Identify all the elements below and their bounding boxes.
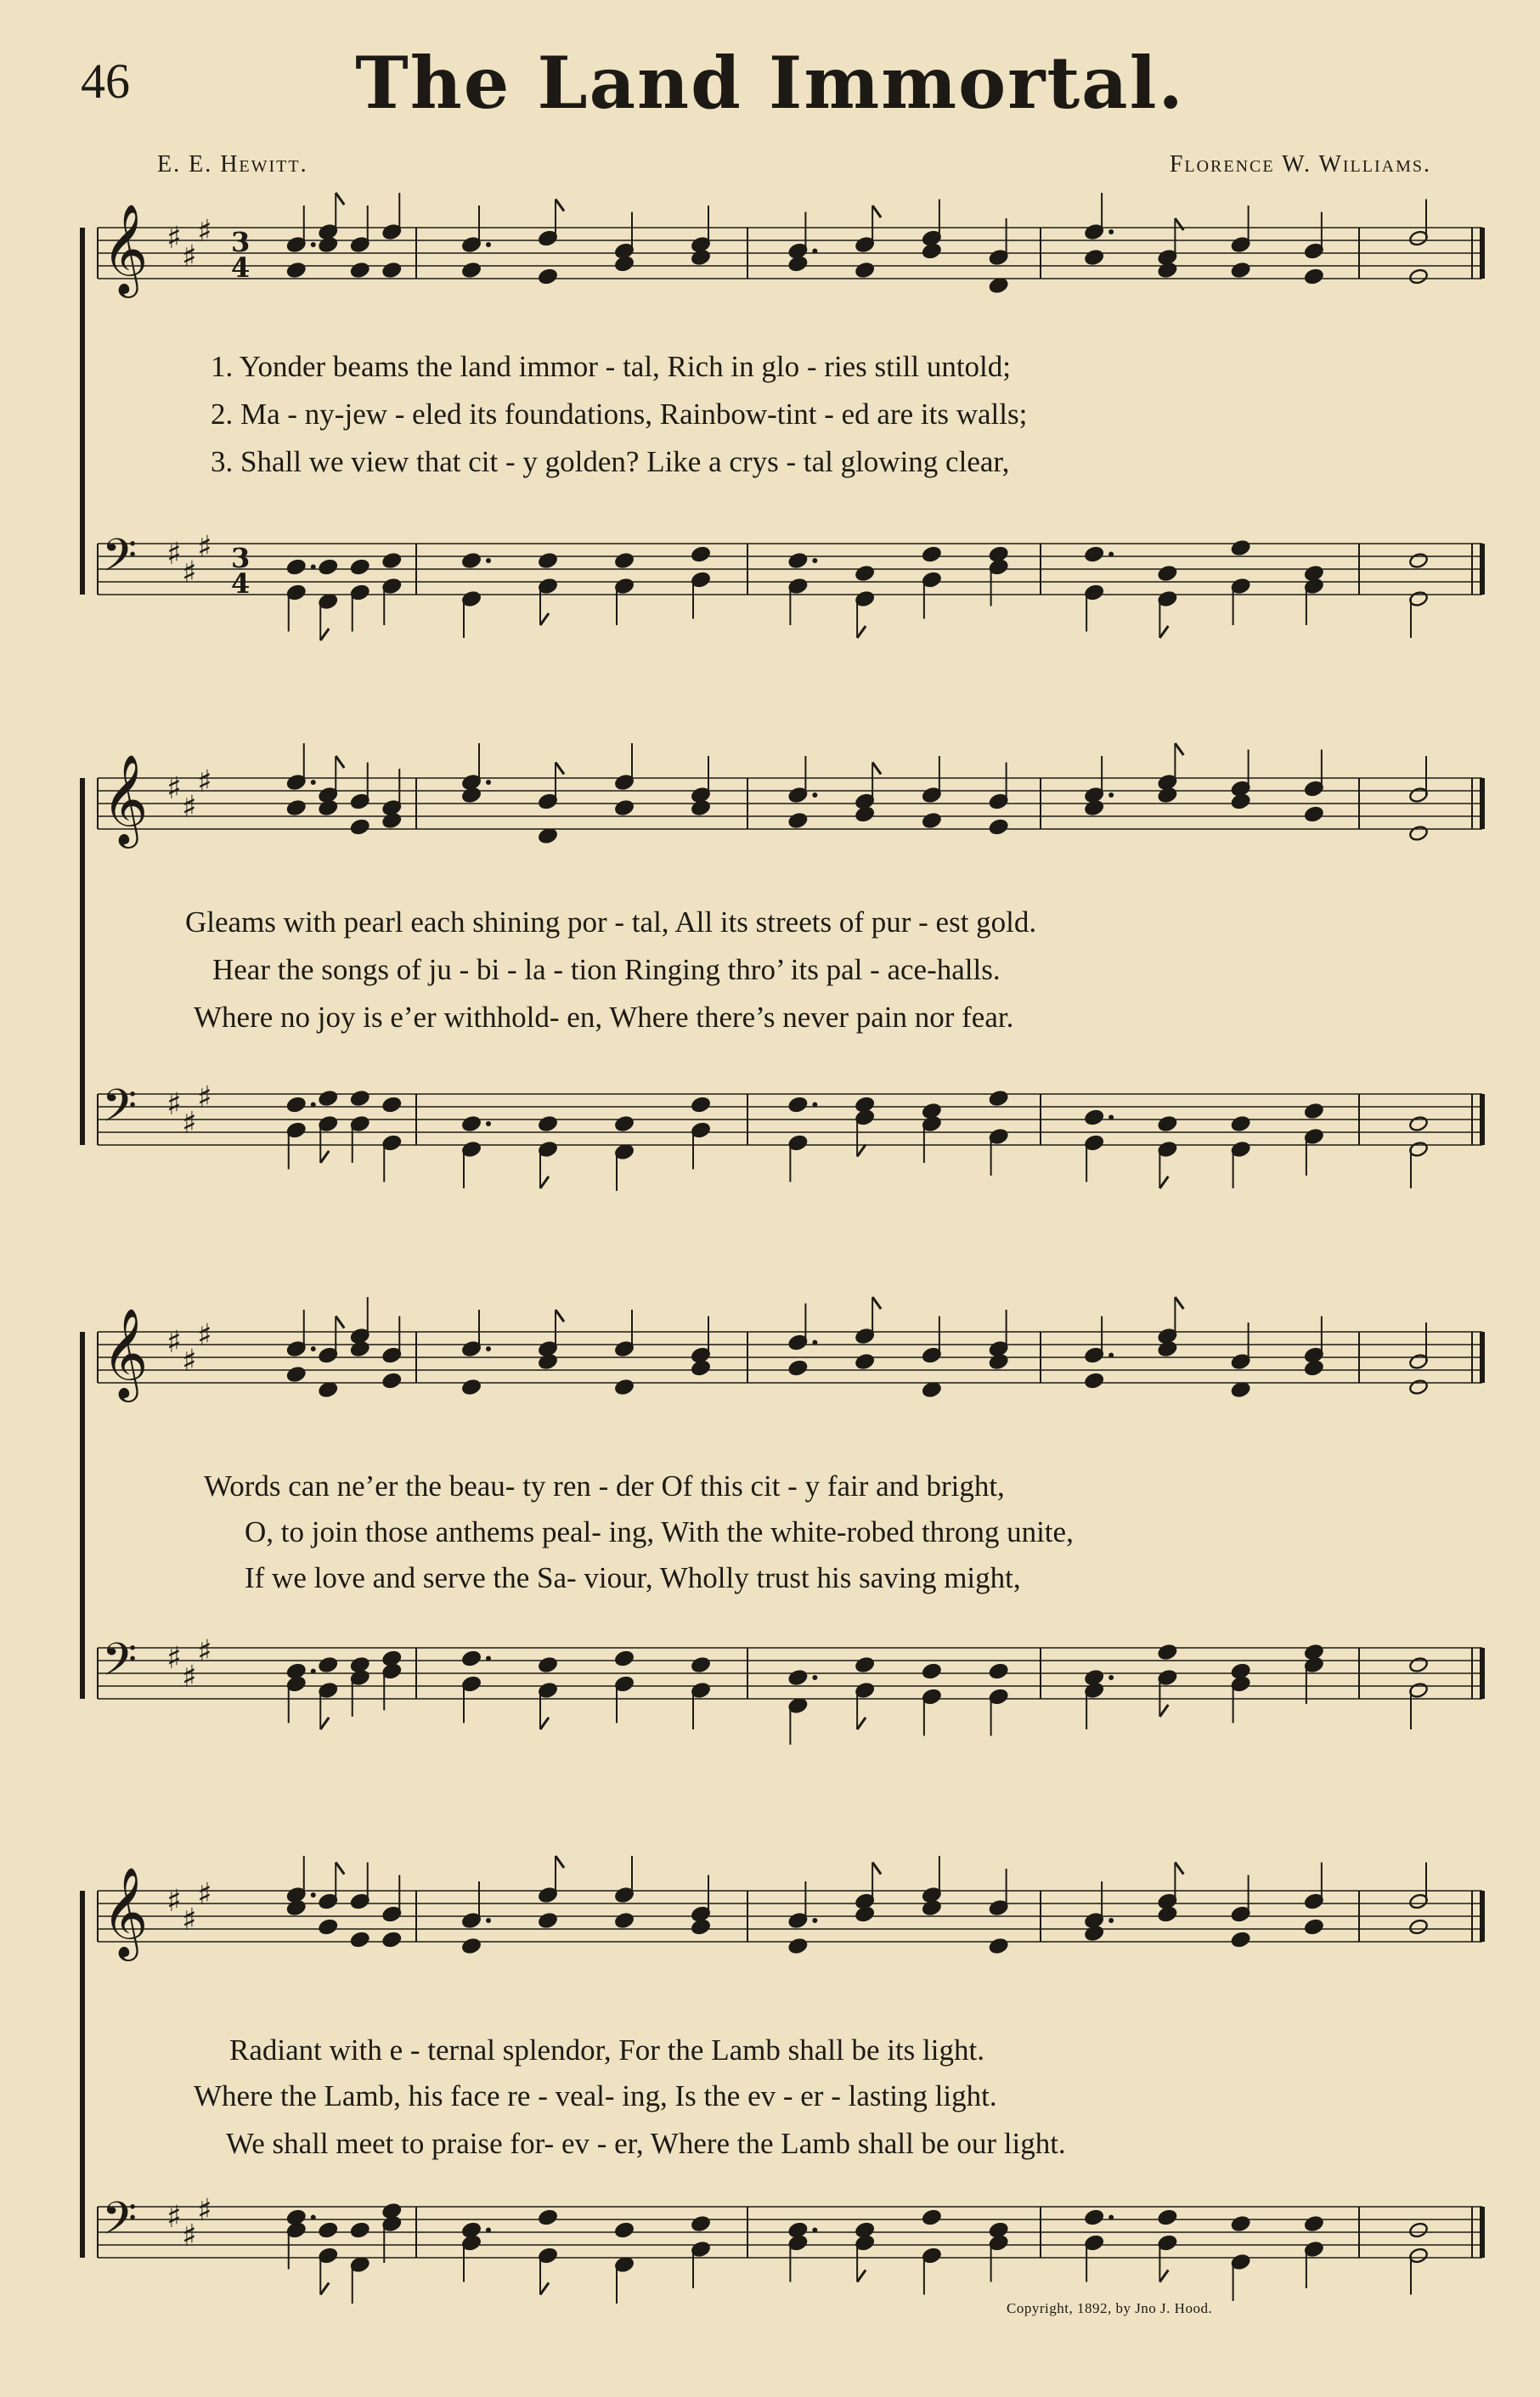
note-head xyxy=(1084,249,1104,266)
note-head xyxy=(286,559,307,576)
music-staves xyxy=(0,1867,1540,2377)
dot xyxy=(486,1121,491,1126)
note-head xyxy=(922,1663,942,1680)
note-head xyxy=(318,1919,338,1936)
dot xyxy=(486,1346,491,1351)
note-head xyxy=(614,2222,635,2239)
dot xyxy=(812,249,817,254)
copyright-notice: Copyright, 1892, by Jno J. Hood. xyxy=(1007,2300,1213,2316)
note-head xyxy=(538,1912,558,1929)
dot xyxy=(311,1892,316,1898)
note-head xyxy=(691,1097,711,1114)
treble-staff xyxy=(98,1856,1482,1961)
dot xyxy=(1108,792,1114,798)
note-head xyxy=(788,812,809,829)
lyric-line-verse-3: If we love and serve the Sa- viour, Wholly trust his saving might, xyxy=(245,1561,1021,1594)
note-head xyxy=(350,559,370,576)
page-number: 46 xyxy=(81,54,130,109)
note-head xyxy=(538,268,558,285)
note-head xyxy=(1408,825,1429,842)
bass-clef-icon: 𝄢 xyxy=(102,530,138,593)
note-head xyxy=(922,1899,942,1916)
note-head xyxy=(1304,1919,1324,1936)
note-head xyxy=(461,1937,482,1954)
note-head xyxy=(350,2222,370,2239)
hymn-title: The Land Immortal. xyxy=(355,41,1185,125)
note-head xyxy=(1304,2215,1324,2232)
note-head xyxy=(538,552,558,569)
note-head xyxy=(855,1353,875,1370)
note-head xyxy=(614,1912,635,1929)
note-head xyxy=(286,262,307,279)
note-head xyxy=(989,1353,1009,1370)
dot xyxy=(812,1675,817,1680)
note-head xyxy=(788,552,809,569)
note-head xyxy=(318,1381,338,1398)
bass-staff xyxy=(98,1080,1482,1191)
note-head xyxy=(381,1373,402,1390)
sharp-icon: ♯ xyxy=(166,771,182,806)
note-head xyxy=(922,812,942,829)
note-head xyxy=(286,799,307,816)
sharp-icon: ♯ xyxy=(197,1634,212,1669)
note-head xyxy=(1158,2209,1178,2226)
note-head xyxy=(922,1381,942,1398)
note-head xyxy=(1084,546,1104,563)
note-head xyxy=(1084,1925,1104,1942)
note-head xyxy=(286,1366,307,1383)
sharp-icon: ♯ xyxy=(166,1641,182,1676)
note-head xyxy=(381,1932,402,1949)
note-head xyxy=(538,1115,558,1132)
note-head xyxy=(318,2222,338,2239)
note-head xyxy=(538,2209,558,2226)
dot xyxy=(1108,1918,1114,1923)
note-head xyxy=(1084,1109,1104,1126)
note-head xyxy=(1408,1379,1429,1396)
sharp-icon: ♯ xyxy=(197,1318,212,1353)
time-signature-bottom: 4 xyxy=(231,567,251,600)
note-head xyxy=(318,799,338,816)
lyric-line-verse-2: 2. Ma - ny-jew - eled its foundations, Rainbow-tint - ed are its walls; xyxy=(211,398,1028,431)
treble-staff xyxy=(98,743,1482,849)
time-signature-top: 3 xyxy=(231,542,251,574)
note-head xyxy=(855,262,875,279)
dot xyxy=(311,1103,316,1108)
note-head xyxy=(691,249,711,266)
sharp-icon: ♯ xyxy=(166,1325,182,1360)
sharp-icon: ♯ xyxy=(182,2219,197,2253)
lyric-line-verse-3: Where no joy is e’er withhold- en, Where there’s never pain nor fear. xyxy=(194,1001,1014,1034)
note-head xyxy=(922,2209,942,2226)
dot xyxy=(311,780,316,785)
note-head xyxy=(461,1650,482,1667)
dot xyxy=(812,1103,817,1108)
note-head xyxy=(614,799,635,816)
note-head xyxy=(691,546,711,563)
note-head xyxy=(1304,1103,1324,1120)
time-signature-bottom: 4 xyxy=(231,251,251,284)
note-head xyxy=(318,559,338,576)
note-head xyxy=(1231,1932,1251,1949)
dot xyxy=(311,242,316,247)
note-head xyxy=(461,787,482,804)
note-head xyxy=(691,799,711,816)
note-head xyxy=(691,1360,711,1377)
sharp-icon: ♯ xyxy=(197,1877,212,1912)
note-head xyxy=(989,819,1009,836)
note-head xyxy=(461,1379,482,1396)
note-head xyxy=(1231,539,1251,556)
note-head xyxy=(1158,262,1178,279)
sharp-icon: ♯ xyxy=(182,1106,197,1141)
note-head xyxy=(691,1919,711,1936)
note-head xyxy=(788,256,809,273)
dot xyxy=(812,1918,817,1923)
sharp-icon: ♯ xyxy=(197,530,212,565)
time-signature-top: 3 xyxy=(231,226,251,258)
note-head xyxy=(1158,1340,1178,1357)
treble-clef-icon: 𝄞 xyxy=(102,203,149,294)
note-head xyxy=(855,1656,875,1673)
lyric-line-verse-1: Gleams with pearl each shining por - tal, All its streets of pur - est gold. xyxy=(185,905,1037,939)
sharp-icon: ♯ xyxy=(166,2200,182,2235)
sharp-icon: ♯ xyxy=(182,790,197,825)
note-head xyxy=(461,1115,482,1132)
dot xyxy=(1108,1675,1114,1680)
note-head xyxy=(989,1090,1009,1107)
note-head xyxy=(1158,1115,1178,1132)
note-head xyxy=(1084,1373,1104,1390)
note-head xyxy=(318,1656,338,1673)
lyric-line-verse-3: 3. Shall we view that cit - y golden? Like a crys - tal glowing clear, xyxy=(211,445,1010,478)
note-head xyxy=(286,1899,307,1916)
dot xyxy=(486,1656,491,1661)
note-head xyxy=(381,812,402,829)
treble-clef-icon: 𝄞 xyxy=(102,1307,149,1398)
dot xyxy=(486,2228,491,2233)
note-head xyxy=(1158,1644,1178,1661)
treble-staff xyxy=(98,1297,1482,1402)
note-head xyxy=(989,1937,1009,1954)
bass-staff xyxy=(98,530,1482,640)
note-head xyxy=(350,262,370,279)
note-head xyxy=(788,1360,809,1377)
treble-clef-icon: 𝄞 xyxy=(102,753,149,844)
sharp-icon: ♯ xyxy=(182,1660,197,1695)
note-head xyxy=(614,256,635,273)
bass-staff xyxy=(98,1634,1482,1745)
note-head xyxy=(1084,2209,1104,2226)
sharp-icon: ♯ xyxy=(197,2193,212,2228)
note-head xyxy=(922,546,942,563)
note-head xyxy=(614,552,635,569)
note-head xyxy=(350,1090,370,1107)
note-head xyxy=(788,1669,809,1686)
bass-staff xyxy=(98,2193,1482,2304)
sharp-icon: ♯ xyxy=(166,1884,182,1919)
note-head xyxy=(989,1663,1009,1680)
lyric-line-verse-1: Words can ne’er the beau- ty ren - der Of this cit - y fair and bright, xyxy=(204,1469,1005,1503)
lyric-line-verse-1: Radiant with e - ternal splendor, For the Lamb shall be its light. xyxy=(229,2033,984,2067)
sharp-icon: ♯ xyxy=(182,1903,197,1937)
note-head xyxy=(286,1097,307,1114)
dot xyxy=(311,2215,316,2220)
sharp-icon: ♯ xyxy=(182,240,197,274)
note-head xyxy=(1158,565,1178,582)
dot xyxy=(311,1669,316,1674)
dot xyxy=(1108,1353,1114,1358)
note-head xyxy=(1231,793,1251,810)
note-head xyxy=(855,806,875,823)
note-head xyxy=(1304,806,1324,823)
note-head xyxy=(381,262,402,279)
dot xyxy=(311,1346,316,1351)
lyric-line-verse-2: O, to join those anthems peal- ing, With the white-robed throng unite, xyxy=(245,1515,1074,1548)
note-head xyxy=(381,1097,402,1114)
sharp-icon: ♯ xyxy=(166,1087,182,1122)
dot xyxy=(486,1918,491,1923)
note-head xyxy=(788,1097,809,1114)
note-head xyxy=(1304,268,1324,285)
note-head xyxy=(614,1379,635,1396)
lyricist-credit: E. E. Hewitt. xyxy=(157,151,308,178)
bass-clef-icon: 𝄢 xyxy=(102,1080,138,1143)
bass-clef-icon: 𝄢 xyxy=(102,2193,138,2256)
dot xyxy=(1108,552,1114,557)
note-head xyxy=(1158,1906,1178,1923)
note-head xyxy=(1084,799,1104,816)
note-head xyxy=(318,1090,338,1107)
note-head xyxy=(1231,262,1251,279)
dot xyxy=(311,565,316,570)
lyric-line-verse-2: Where the Lamb, his face re - veal- ing, Is the ev - er - lasting light. xyxy=(194,2079,997,2112)
note-head xyxy=(855,1906,875,1923)
dot xyxy=(1108,1115,1114,1120)
note-head xyxy=(691,1656,711,1673)
note-head xyxy=(1231,1115,1251,1132)
note-head xyxy=(461,552,482,569)
note-head xyxy=(350,1932,370,1949)
note-head xyxy=(1408,268,1429,285)
dot xyxy=(812,2228,817,2233)
sharp-icon: ♯ xyxy=(197,1080,212,1115)
note-head xyxy=(461,262,482,279)
note-head xyxy=(1408,552,1429,569)
note-head xyxy=(614,1650,635,1667)
dot xyxy=(812,558,817,563)
note-head xyxy=(1408,2222,1429,2239)
treble-clef-icon: 𝄞 xyxy=(102,1866,149,1957)
lyric-line-verse-3: We shall meet to praise for- ev - er, Where the Lamb shall be our light. xyxy=(226,2127,1066,2160)
treble-staff xyxy=(98,193,1482,298)
note-head xyxy=(855,565,875,582)
note-head xyxy=(922,243,942,260)
sharp-icon: ♯ xyxy=(197,764,212,799)
lyric-line-verse-2: Hear the songs of ju - bi - la - tion Ringing thro’ its pal - ace-halls. xyxy=(212,953,1001,986)
note-head xyxy=(538,827,558,844)
note-head xyxy=(350,819,370,836)
dot xyxy=(486,242,491,247)
note-head xyxy=(1408,1919,1429,1936)
note-head xyxy=(1408,1115,1429,1132)
note-head xyxy=(1231,2215,1251,2232)
dot xyxy=(486,780,491,785)
note-head xyxy=(350,1340,370,1357)
dot xyxy=(812,1340,817,1345)
note-head xyxy=(318,236,338,253)
note-head xyxy=(691,2215,711,2232)
sharp-icon: ♯ xyxy=(197,214,212,249)
note-head xyxy=(1231,1381,1251,1398)
note-head xyxy=(381,552,402,569)
note-head xyxy=(538,1353,558,1370)
composer-credit: Florence W. Williams. xyxy=(1169,151,1431,178)
sharp-icon: ♯ xyxy=(182,556,197,590)
sharp-icon: ♯ xyxy=(182,1344,197,1379)
sharp-icon: ♯ xyxy=(166,537,182,572)
note-head xyxy=(1158,787,1178,804)
dot xyxy=(486,558,491,563)
note-head xyxy=(538,1656,558,1673)
note-head xyxy=(1304,1360,1324,1377)
dot xyxy=(1108,2215,1114,2220)
dot xyxy=(1108,229,1114,234)
sharp-icon: ♯ xyxy=(166,221,182,256)
note-head xyxy=(788,1937,809,1954)
note-head xyxy=(1408,1656,1429,1673)
lyric-line-verse-1: 1. Yonder beams the land immor - tal, Rich in glo - ries still untold; xyxy=(211,350,1011,383)
note-head xyxy=(614,1115,635,1132)
bass-clef-icon: 𝄢 xyxy=(102,1634,138,1697)
dot xyxy=(812,792,817,798)
note-head xyxy=(989,277,1009,294)
